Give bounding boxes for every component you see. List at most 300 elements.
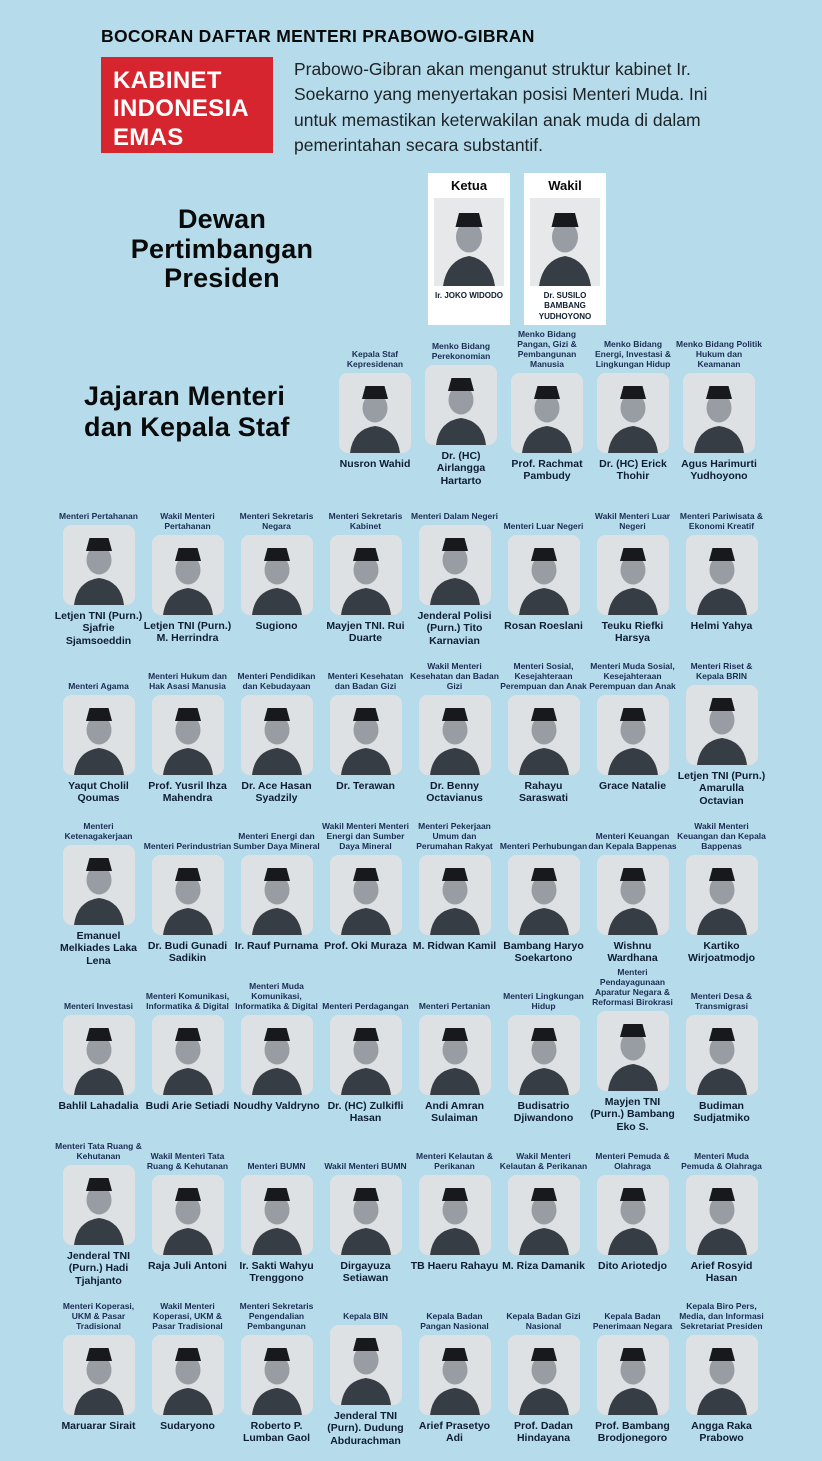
minister-photo	[511, 373, 583, 453]
minister-photo	[508, 695, 580, 775]
minister-photo	[508, 1015, 580, 1095]
minister-photo	[339, 373, 411, 453]
minister-photo	[686, 1015, 758, 1095]
minister-card	[232, 487, 321, 647]
minister-title: Menteri Pemuda & Olahraga	[595, 1150, 670, 1171]
minister-card	[321, 967, 410, 1127]
minister-photo	[419, 525, 491, 605]
minister-title: Menteri Pertanian	[418, 1000, 491, 1011]
minister-name: M. Riza Damanik	[502, 1260, 585, 1272]
minister-card	[143, 1127, 232, 1287]
header-row	[101, 57, 767, 157]
minister-card	[677, 487, 766, 647]
portrait-icon	[508, 1335, 580, 1415]
minister-name: Prof. Rachmat Pambudy	[511, 458, 583, 483]
portrait-icon	[597, 695, 669, 775]
minister-photo	[330, 695, 402, 775]
minister-title: Menteri Pekerjaan Umum dan Perumahan Rakyat	[416, 820, 493, 851]
badge-line: EMAS	[113, 123, 184, 151]
minister-title: Menteri Hukum dan Hak Asasi Manusia	[148, 670, 227, 691]
minister-title: Menteri Dalam Negeri	[411, 510, 498, 521]
minister-photo	[419, 1015, 491, 1095]
portrait-icon	[63, 695, 135, 775]
minister-card	[499, 807, 588, 967]
kabinet-badge	[101, 57, 273, 153]
minister-name: Dirgayuza Setiawan	[340, 1260, 391, 1285]
minister-title: Wakil Menteri Kesehatan dan Badan Gizi	[410, 660, 499, 691]
minister-card	[504, 325, 590, 487]
minister-title: Menteri Pendayagunaan Aparatur Negara & Reformasi Birokrasi	[592, 967, 673, 1008]
minister-title: Menteri Pendidikan dan Kebudayaan	[237, 670, 316, 691]
minister-photo	[241, 1335, 313, 1415]
minister-photo	[597, 695, 669, 775]
dewan-photo	[434, 198, 504, 286]
minister-name: Dr. Benny Octavianus	[426, 780, 483, 805]
minister-title: Menteri Pariwisata & Ekonomi Kreatif	[679, 510, 764, 531]
minister-photo	[597, 1175, 669, 1255]
portrait-icon	[241, 855, 313, 935]
minister-name: Rosan Roeslani	[504, 620, 583, 632]
minister-photo	[152, 1015, 224, 1095]
minister-photo	[508, 535, 580, 615]
minister-card	[499, 1127, 588, 1287]
minister-name: Jenderal Polisi (Purn.) Tito Karnavian	[417, 609, 492, 647]
portrait-icon	[330, 855, 402, 935]
portrait-icon	[686, 685, 758, 765]
minister-row-first	[0, 325, 822, 487]
minister-card	[499, 647, 588, 807]
badge-line: INDONESIA	[113, 95, 250, 123]
intro-text: Prabowo-Gibran akan menganut struktur kabinet Ir. Soekarno yang menyertakan posisi Menteri Muda. Ini untuk memastikan keterwakilan anak muda di dalam pemerintahan secara substantif.	[294, 59, 708, 156]
portrait-icon	[63, 845, 135, 925]
dewan-member-name: Dr. SUSILO BAMBANG YUDHOYONO	[538, 291, 592, 321]
minister-name: Dr. (HC) Zulkifli Hasan	[327, 1100, 404, 1125]
portrait-icon	[686, 1335, 758, 1415]
minister-name: Budi Arie Setiadi	[145, 1100, 230, 1112]
portrait-icon	[241, 535, 313, 615]
minister-rows	[0, 487, 822, 1447]
portrait-icon	[330, 695, 402, 775]
portrait-icon	[511, 373, 583, 453]
header-section	[101, 26, 767, 157]
minister-photo	[686, 1335, 758, 1415]
minister-photo	[419, 855, 491, 935]
minister-name: Arief Rosyid Hasan	[690, 1260, 753, 1285]
portrait-icon	[330, 1325, 402, 1405]
minister-name: Andi Amran Sulaiman	[424, 1100, 485, 1125]
minister-photo	[597, 855, 669, 935]
minister-card	[410, 807, 499, 967]
minister-title: Wakil Menteri Tata Ruang & Kehutanan	[146, 1150, 229, 1171]
minister-photo	[686, 685, 758, 765]
minister-photo	[597, 1335, 669, 1415]
minister-name: Jenderal TNI (Purn). Dudung Abdurachman	[327, 1409, 404, 1447]
minister-card	[332, 325, 418, 487]
minister-name: Agus Harimurti Yudhoyono	[681, 458, 757, 483]
minister-photo	[330, 1015, 402, 1095]
minister-title: Menteri Pertahanan	[59, 510, 138, 521]
minister-name: Maruarar Sirait	[61, 1420, 136, 1432]
minister-title: Menteri Investasi	[64, 1000, 133, 1011]
minister-card	[54, 647, 143, 807]
portrait-icon	[686, 855, 758, 935]
portrait-icon	[241, 695, 313, 775]
minister-title: Kepala Badan Pangan Nasional	[420, 1310, 489, 1331]
minister-title: Menteri Sosial, Kesejahteraan Perempuan dan Anak	[500, 660, 587, 691]
portrait-icon	[508, 1175, 580, 1255]
minister-photo	[330, 855, 402, 935]
minister-photo	[152, 1175, 224, 1255]
portrait-icon	[683, 373, 755, 453]
dewan-card	[524, 173, 606, 325]
minister-photo	[330, 1175, 402, 1255]
minister-name: Dr. Budi Gunadi Sadikin	[147, 940, 228, 965]
minister-card	[321, 647, 410, 807]
minister-photo	[63, 525, 135, 605]
minister-name: Sudaryono	[160, 1420, 215, 1432]
minister-photo	[241, 535, 313, 615]
portrait-icon	[152, 1335, 224, 1415]
minister-name: Mayjen TNI (Purn.) Bambang Eko S.	[590, 1096, 675, 1133]
portrait-icon	[419, 1335, 491, 1415]
minister-name: Mayjen TNI. Rui Duarte	[326, 620, 405, 645]
portrait-icon	[597, 1011, 669, 1091]
minister-card	[410, 487, 499, 647]
dewan-photo	[530, 198, 600, 286]
minister-title: Wakil Menteri BUMN	[324, 1160, 407, 1171]
minister-photo	[508, 1175, 580, 1255]
minister-title: Kepala Biro Pers, Media, dan Informasi Sekretariat Presiden	[679, 1300, 764, 1331]
minister-card	[143, 967, 232, 1127]
minister-title: Menteri Perdagangan	[322, 1000, 409, 1011]
minister-photo	[683, 373, 755, 453]
minister-card	[499, 487, 588, 647]
minister-title: Menteri Keuangan dan Kepala Bappenas	[588, 830, 677, 851]
minister-card	[321, 1127, 410, 1287]
portrait-icon	[508, 695, 580, 775]
minister-title: Menteri Perindustrian	[143, 840, 232, 851]
minister-name: Emanuel Melkiades Laka Lena	[59, 929, 138, 967]
minister-card	[410, 1287, 499, 1447]
minister-title: Menteri Agama	[68, 680, 129, 691]
minister-name: Wishnu Wardhana	[607, 940, 658, 965]
minister-card	[321, 807, 410, 967]
minister-name: Kartiko Wirjoatmodjo	[688, 940, 755, 965]
minister-card	[590, 325, 676, 487]
minister-title: Menteri Kesehatan dan Badan Gizi	[327, 670, 404, 691]
dewan-heading-line: Dewan	[177, 204, 267, 234]
minister-name: Dr. Terawan	[336, 780, 395, 792]
minister-photo	[63, 1015, 135, 1095]
portrait-icon	[63, 525, 135, 605]
minister-photo	[686, 535, 758, 615]
minister-title: Menteri BUMN	[247, 1160, 306, 1171]
minister-card	[54, 967, 143, 1127]
minister-card	[676, 325, 762, 487]
minister-title: Menteri Komunikasi, Informatika & Digital	[145, 990, 230, 1011]
minister-photo	[152, 535, 224, 615]
minister-title: Kepala BIN	[343, 1310, 388, 1321]
portrait-icon	[63, 1335, 135, 1415]
minister-title: Wakil Menteri Luar Negeri	[594, 510, 671, 531]
jajaran-heading	[84, 381, 332, 487]
minister-title: Menteri Riset & Kepala BRIN	[690, 660, 753, 681]
minister-title: Menteri Sekretaris Negara	[239, 510, 314, 531]
minister-name: Budisatrio Djiwandono	[513, 1100, 574, 1125]
minister-card	[143, 1287, 232, 1447]
minister-title: Menko Bidang Perekonomian	[431, 340, 491, 361]
minister-card	[232, 967, 321, 1127]
minister-name: Raja Juli Antoni	[148, 1260, 227, 1272]
minister-photo	[241, 1015, 313, 1095]
minister-photo	[508, 1335, 580, 1415]
minister-photo	[425, 365, 497, 445]
minister-title: Wakil Menteri Pertahanan	[160, 510, 215, 531]
minister-photo	[597, 535, 669, 615]
minister-photo	[686, 1175, 758, 1255]
minister-name: Noudhy Valdryno	[233, 1100, 320, 1112]
minister-title: Menteri Koperasi, UKM & Pasar Tradisional	[62, 1300, 135, 1331]
dewan-heading-line: Presiden	[164, 263, 280, 294]
row-first-members	[332, 325, 762, 487]
minister-title: Menteri Lingkungan Hidup	[503, 990, 584, 1011]
minister-title: Menteri Tata Ruang & Kehutanan	[55, 1140, 142, 1161]
minister-photo	[63, 695, 135, 775]
minister-card	[54, 1127, 143, 1287]
minister-title: Menteri Energi dan Sumber Daya Mineral	[233, 830, 320, 851]
minister-photo	[63, 845, 135, 925]
minister-card	[588, 487, 677, 647]
minister-row	[54, 967, 768, 1133]
dewan-member-name: Ir. JOKO WIDODO	[434, 291, 503, 300]
dewan-role-label: Wakil	[548, 178, 582, 193]
minister-title: Kepala Badan Penerimaan Negara	[592, 1310, 673, 1331]
minister-name: Dito Ariotedjo	[597, 1260, 668, 1272]
minister-card	[410, 967, 499, 1127]
minister-title: Kepala Staf Kepresidenan	[346, 348, 404, 369]
portrait-icon	[530, 198, 600, 286]
minister-title: Menteri Desa & Transmigrasi	[690, 990, 753, 1011]
minister-photo	[686, 855, 758, 935]
portrait-icon	[152, 1015, 224, 1095]
minister-row	[54, 487, 768, 647]
minister-photo	[152, 695, 224, 775]
minister-name: Nusron Wahid	[339, 458, 411, 470]
minister-photo	[152, 855, 224, 935]
minister-title: Menko Bidang Pangan, Gizi & Pembangunan Manusia	[517, 328, 577, 369]
minister-name: Letjen TNI (Purn.) Amarulla Octavian	[677, 769, 766, 807]
minister-title: Wakil Menteri Kelautan & Perikanan	[499, 1150, 588, 1171]
portrait-icon	[425, 365, 497, 445]
portrait-icon	[152, 855, 224, 935]
minister-card	[232, 807, 321, 967]
minister-card	[232, 1127, 321, 1287]
minister-name: TB Haeru Rahayu	[410, 1260, 499, 1272]
minister-photo	[241, 1175, 313, 1255]
minister-row	[54, 1127, 768, 1287]
minister-card	[418, 325, 504, 487]
minister-card	[499, 1287, 588, 1447]
minister-name: Letjen TNI (Purn.) M. Herrindra	[143, 620, 232, 645]
portrait-icon	[508, 855, 580, 935]
minister-name: M. Ridwan Kamil	[412, 940, 497, 952]
minister-title: Kepala Badan Gizi Nasional	[506, 1310, 581, 1331]
minister-row	[54, 807, 768, 967]
minister-photo	[597, 373, 669, 453]
minister-title: Menteri Muda Pemuda & Olahraga	[681, 1150, 762, 1171]
minister-name: Prof. Dadan Hindayana	[514, 1420, 573, 1445]
minister-name: Bahlil Lahadalia	[58, 1100, 139, 1112]
portrait-icon	[63, 1165, 135, 1245]
portrait-icon	[686, 1175, 758, 1255]
minister-name: Arief Prasetyo Adi	[418, 1420, 491, 1445]
portrait-icon	[152, 1175, 224, 1255]
minister-card	[410, 1127, 499, 1287]
dewan-heading	[88, 205, 356, 325]
minister-card	[677, 967, 766, 1127]
minister-title: Menteri Muda Sosial, Kesejahteraan Perempuan dan Anak	[589, 660, 676, 691]
minister-name: Letjen TNI (Purn.) Sjafrie Sjamsoeddin	[54, 609, 143, 647]
minister-card	[499, 967, 588, 1127]
minister-photo	[508, 855, 580, 935]
minister-photo	[241, 855, 313, 935]
minister-name: Prof. Oki Muraza	[324, 940, 407, 952]
minister-card	[410, 647, 499, 807]
minister-title: Menteri Ketenagakerjaan	[64, 820, 133, 841]
portrait-icon	[152, 695, 224, 775]
portrait-icon	[339, 373, 411, 453]
minister-photo	[63, 1335, 135, 1415]
minister-card	[588, 967, 677, 1133]
minister-photo	[330, 535, 402, 615]
minister-card	[54, 1287, 143, 1447]
minister-photo	[419, 695, 491, 775]
minister-name: Dr. (HC) Airlangga Hartarto	[436, 449, 486, 487]
minister-card	[54, 487, 143, 647]
minister-name: Teuku Riefki Harsya	[601, 620, 664, 645]
minister-row	[54, 1287, 768, 1447]
portrait-icon	[434, 198, 504, 286]
minister-photo	[419, 1335, 491, 1415]
dewan-cards	[428, 173, 606, 325]
portrait-icon	[686, 535, 758, 615]
badge-line: KABINET	[113, 67, 222, 94]
portrait-icon	[419, 525, 491, 605]
minister-photo	[330, 1325, 402, 1405]
minister-card	[232, 1287, 321, 1447]
minister-title: Menteri Sekretaris Pengendalian Pembangunan	[239, 1300, 314, 1331]
minister-title: Menteri Perhubungan	[499, 840, 588, 851]
portrait-icon	[241, 1015, 313, 1095]
minister-card	[588, 1287, 677, 1447]
minister-name: Helmi Yahya	[690, 620, 753, 632]
minister-photo	[63, 1165, 135, 1245]
minister-card	[54, 807, 143, 967]
portrait-icon	[686, 1015, 758, 1095]
minister-name: Yaqut Cholil Qoumas	[68, 780, 129, 805]
minister-card	[677, 1127, 766, 1287]
portrait-icon	[241, 1175, 313, 1255]
minister-name: Ir. Sakti Wahyu Trenggono	[239, 1260, 314, 1285]
portrait-icon	[419, 1175, 491, 1255]
minister-card	[232, 647, 321, 807]
portrait-icon	[330, 535, 402, 615]
minister-card	[677, 647, 766, 807]
minister-name: Budiman Sudjatmiko	[693, 1100, 750, 1125]
portrait-icon	[419, 695, 491, 775]
portrait-icon	[597, 373, 669, 453]
minister-photo	[241, 695, 313, 775]
portrait-icon	[330, 1015, 402, 1095]
jajaran-heading-line: dan Kepala Staf	[84, 412, 290, 443]
portrait-icon	[597, 855, 669, 935]
minister-card	[143, 487, 232, 647]
portrait-icon	[241, 1335, 313, 1415]
minister-card	[588, 647, 677, 807]
portrait-icon	[152, 535, 224, 615]
minister-name: Jenderal TNI (Purn.) Hadi Tjahjanto	[66, 1249, 131, 1287]
minister-title: Menko Bidang Energi, Investasi & Lingkungan Hidup	[594, 338, 672, 369]
jajaran-heading-line: Jajaran Menteri	[84, 381, 286, 411]
minister-card	[321, 1287, 410, 1447]
dewan-heading-line: Pertimbangan	[130, 233, 314, 264]
page-title: BOCORAN DAFTAR MENTERI PRABOWO-GIBRAN	[101, 26, 535, 46]
portrait-icon	[597, 1175, 669, 1255]
minister-name: Bambang Haryo Soekartono	[503, 940, 584, 965]
portrait-icon	[330, 1175, 402, 1255]
minister-name: Rahayu Saraswati	[518, 780, 569, 805]
minister-name: Roberto P. Lumban Gaol	[242, 1420, 311, 1445]
dewan-card	[428, 173, 510, 325]
portrait-icon	[508, 1015, 580, 1095]
minister-name: Grace Natalie	[598, 780, 667, 792]
minister-card	[143, 807, 232, 967]
minister-name: Prof. Bambang Brodjonegoro	[595, 1420, 670, 1445]
portrait-icon	[508, 535, 580, 615]
minister-title: Wakil Menteri Keuangan dan Kepala Bappenas	[677, 820, 766, 851]
minister-name: Ir. Rauf Purnama	[234, 940, 319, 952]
minister-name: Prof. Yusril Ihza Mahendra	[148, 780, 227, 805]
minister-title: Menko Bidang Politik Hukum dan Keamanan	[676, 338, 762, 369]
portrait-icon	[63, 1015, 135, 1095]
minister-title: Menteri Kelautan & Perikanan	[416, 1150, 493, 1171]
dewan-role-label: Ketua	[450, 178, 488, 193]
portrait-icon	[597, 535, 669, 615]
minister-name: Sugiono	[255, 620, 298, 632]
minister-title: Menteri Sekretaris Kabinet	[328, 510, 403, 531]
minister-card	[588, 1127, 677, 1287]
minister-card	[321, 487, 410, 647]
minister-title: Wakil Menteri Menteri Energi dan Sumber Daya Mineral	[321, 820, 410, 851]
minister-card	[677, 807, 766, 967]
minister-row	[54, 647, 768, 807]
portrait-icon	[597, 1335, 669, 1415]
minister-card	[677, 1287, 766, 1447]
minister-card	[588, 807, 677, 967]
portrait-icon	[419, 855, 491, 935]
minister-photo	[419, 1175, 491, 1255]
minister-card	[143, 647, 232, 807]
minister-title: Wakil Menteri Koperasi, UKM & Pasar Tradisional	[152, 1300, 223, 1331]
minister-name: Dr. Ace Hasan Syadzily	[241, 780, 312, 805]
minister-title: Menteri Luar Negeri	[503, 520, 584, 531]
minister-photo	[597, 1011, 669, 1091]
minister-photo	[152, 1335, 224, 1415]
minister-name: Dr. (HC) Erick Thohir	[599, 458, 667, 483]
minister-name: Angga Raka Prabowo	[691, 1420, 752, 1445]
dewan-section	[88, 173, 822, 325]
minister-title: Menteri Muda Komunikasi, Informatika & Digital	[235, 980, 318, 1011]
